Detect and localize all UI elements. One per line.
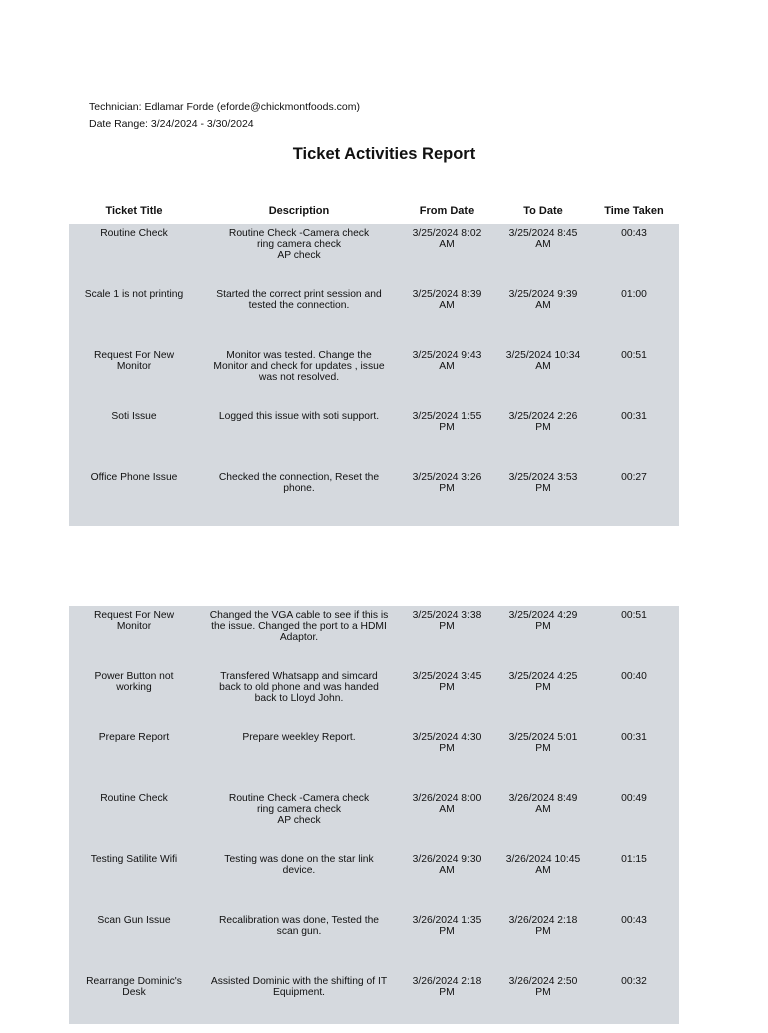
time-taken-cell: 01:15 — [621, 854, 647, 865]
description-cell: Started the correct print session and tested the connection. — [216, 289, 382, 311]
to-date-cell: 3/25/2024 3:53 PM — [508, 472, 578, 494]
to-date-cell: 3/26/2024 2:18 PM — [508, 915, 578, 937]
from-date-cell: 3/25/2024 1:55 PM — [412, 411, 482, 433]
ticket-title-cell: Scan Gun Issue — [97, 915, 171, 926]
description-cell: Assisted Dominic with the shifting of IT Equipment. — [210, 976, 388, 998]
from-date-cell: 3/26/2024 2:18 PM — [412, 976, 482, 998]
ticket-title-cell: Power Button not working — [94, 671, 174, 693]
to-date-cell: 3/25/2024 10:34 AM — [505, 350, 581, 372]
time-taken-cell: 00:51 — [621, 610, 647, 621]
to-date-cell: 3/25/2024 4:25 PM — [508, 671, 578, 693]
from-date-cell: 3/26/2024 1:35 PM — [412, 915, 482, 937]
from-date-cell: 3/25/2024 8:39 AM — [412, 289, 482, 311]
table-body-page-1 — [69, 224, 679, 526]
table-row — [69, 667, 679, 728]
from-date-cell: 3/25/2024 3:38 PM — [412, 610, 482, 632]
table-row — [69, 850, 679, 911]
time-taken-cell: 00:27 — [621, 472, 647, 483]
from-date-cell: 3/25/2024 3:45 PM — [412, 671, 482, 693]
table-row — [69, 789, 679, 850]
table-row — [69, 285, 679, 346]
from-date-cell: 3/25/2024 4:30 PM — [412, 732, 482, 754]
column-header-description: Description — [268, 205, 330, 217]
report-title: Ticket Activities Report — [292, 145, 476, 163]
description-cell: Logged this issue with soti support. — [218, 411, 380, 422]
from-date-cell: 3/25/2024 8:02 AM — [412, 228, 482, 250]
to-date-cell: 3/25/2024 2:26 PM — [508, 411, 578, 433]
table-row — [69, 346, 679, 407]
ticket-title-cell: Rearrange Dominic's Desk — [86, 976, 182, 998]
column-header-from-date: From Date — [419, 205, 475, 217]
description-cell: Changed the VGA cable to see if this is the issue. Changed the port to a HDMI Adaptor. — [209, 610, 389, 643]
column-header-ticket-title: Ticket Title — [105, 205, 163, 217]
time-taken-cell: 00:43 — [621, 228, 647, 239]
from-date-cell: 3/25/2024 3:26 PM — [412, 472, 482, 494]
description-cell: Routine Check -Camera check ring camera check AP check — [228, 793, 370, 826]
column-header-to-date: To Date — [523, 205, 563, 217]
description-cell: Routine Check -Camera check ring camera check AP check — [228, 228, 370, 261]
table-header — [69, 205, 679, 219]
description-cell: Testing was done on the star link device. — [224, 854, 374, 876]
description-cell: Monitor was tested. Change the Monitor and check for updates , issue was not resolved. — [213, 350, 385, 383]
date-range-line: Date Range: 3/24/2024 - 3/30/2024 — [89, 118, 254, 130]
time-taken-cell: 00:43 — [621, 915, 647, 926]
table-row — [69, 468, 679, 529]
time-taken-cell: 00:49 — [621, 793, 647, 804]
ticket-title-cell: Testing Satilite Wifi — [90, 854, 178, 865]
to-date-cell: 3/25/2024 4:29 PM — [508, 610, 578, 632]
technician-line: Technician: Edlamar Forde (eforde@chickmontfoods.com) — [89, 101, 360, 113]
table-row — [69, 728, 679, 789]
to-date-cell: 3/26/2024 10:45 AM — [505, 854, 581, 876]
ticket-title-cell: Office Phone Issue — [90, 472, 178, 483]
column-header-time-taken: Time Taken — [604, 205, 664, 217]
to-date-cell: 3/26/2024 8:49 AM — [508, 793, 578, 815]
table-row — [69, 606, 679, 667]
to-date-cell: 3/25/2024 9:39 AM — [508, 289, 578, 311]
time-taken-cell: 01:00 — [621, 289, 647, 300]
description-cell: Checked the connection, Reset the phone. — [218, 472, 380, 494]
to-date-cell: 3/25/2024 8:45 AM — [508, 228, 578, 250]
from-date-cell: 3/26/2024 9:30 AM — [412, 854, 482, 876]
description-cell: Prepare weekley Report. — [242, 732, 356, 743]
from-date-cell: 3/26/2024 8:00 AM — [412, 793, 482, 815]
table-body-page-2 — [69, 606, 679, 1024]
description-cell: Transfered Whatsapp and simcard back to old phone and was handed back to Lloyd John. — [219, 671, 379, 704]
time-taken-cell: 00:51 — [621, 350, 647, 361]
time-taken-cell: 00:31 — [621, 732, 647, 743]
time-taken-cell: 00:31 — [621, 411, 647, 422]
time-taken-cell: 00:40 — [621, 671, 647, 682]
table-row — [69, 224, 679, 285]
ticket-title-cell: Routine Check — [100, 793, 168, 804]
ticket-title-cell: Routine Check — [100, 228, 168, 239]
ticket-title-cell: Request For New Monitor — [93, 610, 175, 632]
description-cell: Recalibration was done, Tested the scan gun. — [218, 915, 380, 937]
to-date-cell: 3/26/2024 2:50 PM — [508, 976, 578, 998]
ticket-title-cell: Request For New Monitor — [93, 350, 175, 372]
from-date-cell: 3/25/2024 9:43 AM — [412, 350, 482, 372]
table-row — [69, 911, 679, 972]
table-row — [69, 407, 679, 468]
ticket-title-cell: Scale 1 is not printing — [84, 289, 184, 300]
to-date-cell: 3/25/2024 5:01 PM — [508, 732, 578, 754]
time-taken-cell: 00:32 — [621, 976, 647, 987]
ticket-title-cell: Soti Issue — [111, 411, 157, 422]
ticket-title-cell: Prepare Report — [98, 732, 170, 743]
